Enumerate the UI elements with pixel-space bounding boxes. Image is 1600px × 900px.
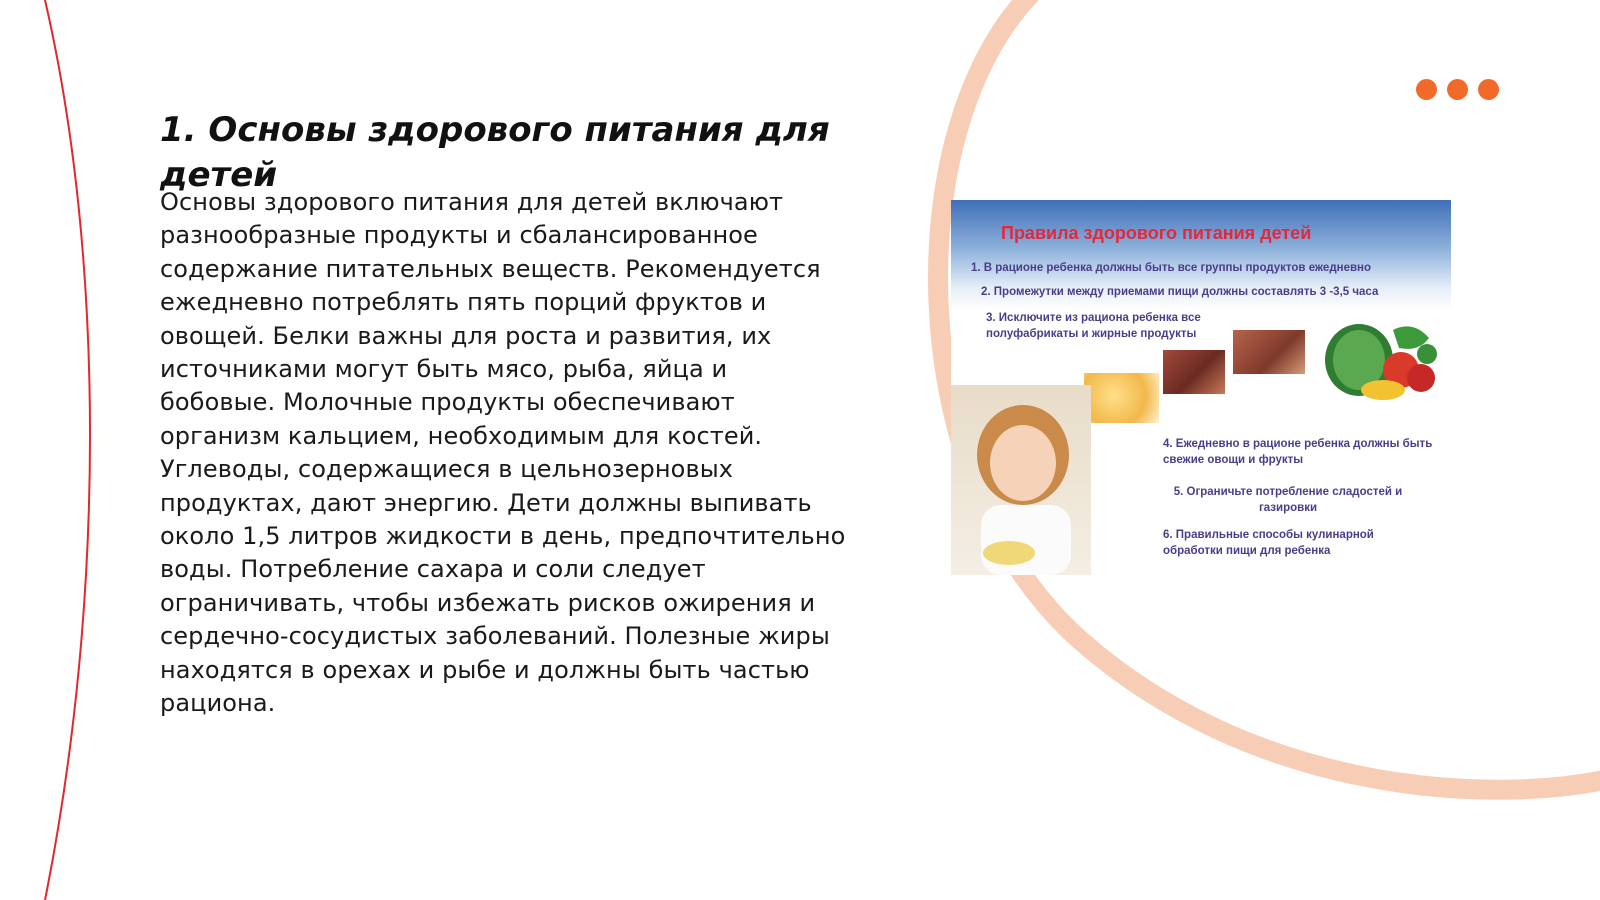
picture-rule: 6. Правильные способы кулинарной обработки пищи для ребенка bbox=[1163, 529, 1374, 557]
slide-title: 1. Основы здорового питания для детей bbox=[160, 110, 830, 195]
sausage-photo bbox=[1233, 330, 1305, 374]
dot-icon bbox=[1478, 79, 1499, 100]
decor-dots bbox=[1416, 79, 1499, 100]
slide-body-text: Основы здорового питания для детей включают разнообразные продукты и сбалансированное содержание питательных веществ. Рекомендуется ежедневно потреблять пять порций фруктов и овощей. Белки важны для роста и развития, их источниками могут быть мясо, рыба, яйца и бобовые. Молочные продукты обеспечивают организм кальцием, необходимым для костей. Углеводы, содержащиеся в цельнозерновых продуктах, дают энергию. Дети должны выпивать около 1,5 литров жидкости в день, предпочтительно воды. Потребление сахара и соли следует ограничивать, чтобы избежать рисков ожирения и сердечно-сосудистых заболеваний. Полезные жиры находятся в орехах и рыбе и должны быть частью рациона. bbox=[160, 188, 846, 718]
healthy-eating-rules-picture bbox=[951, 200, 1451, 575]
child-photo bbox=[951, 385, 1091, 575]
meat-photo bbox=[1163, 350, 1225, 394]
vegetables-photo bbox=[1323, 318, 1441, 410]
dot-icon bbox=[1416, 79, 1437, 100]
picture-title: Правила здорового питания детей bbox=[1001, 223, 1312, 243]
red-curved-line-decoration bbox=[45, 0, 90, 900]
picture-rule: 5. Ограничьте потребление сладостей и газировки bbox=[1173, 486, 1403, 514]
picture-rule: 3. Исключите из рациона ребенка все полуфабрикаты и жирные продукты bbox=[986, 312, 1201, 340]
picture-rule: 1. В рационе ребенка должны быть все группы продуктов ежедневно bbox=[971, 262, 1372, 274]
picture-rule: 4. Ежедневно в рационе ребенка должны быть свежие овощи и фрукты bbox=[1163, 438, 1433, 466]
cheese-photo bbox=[1084, 373, 1159, 423]
picture-rule: 2. Промежутки между приемами пищи должны составлять 3 -3,5 часа bbox=[981, 286, 1379, 298]
dot-icon bbox=[1447, 79, 1468, 100]
